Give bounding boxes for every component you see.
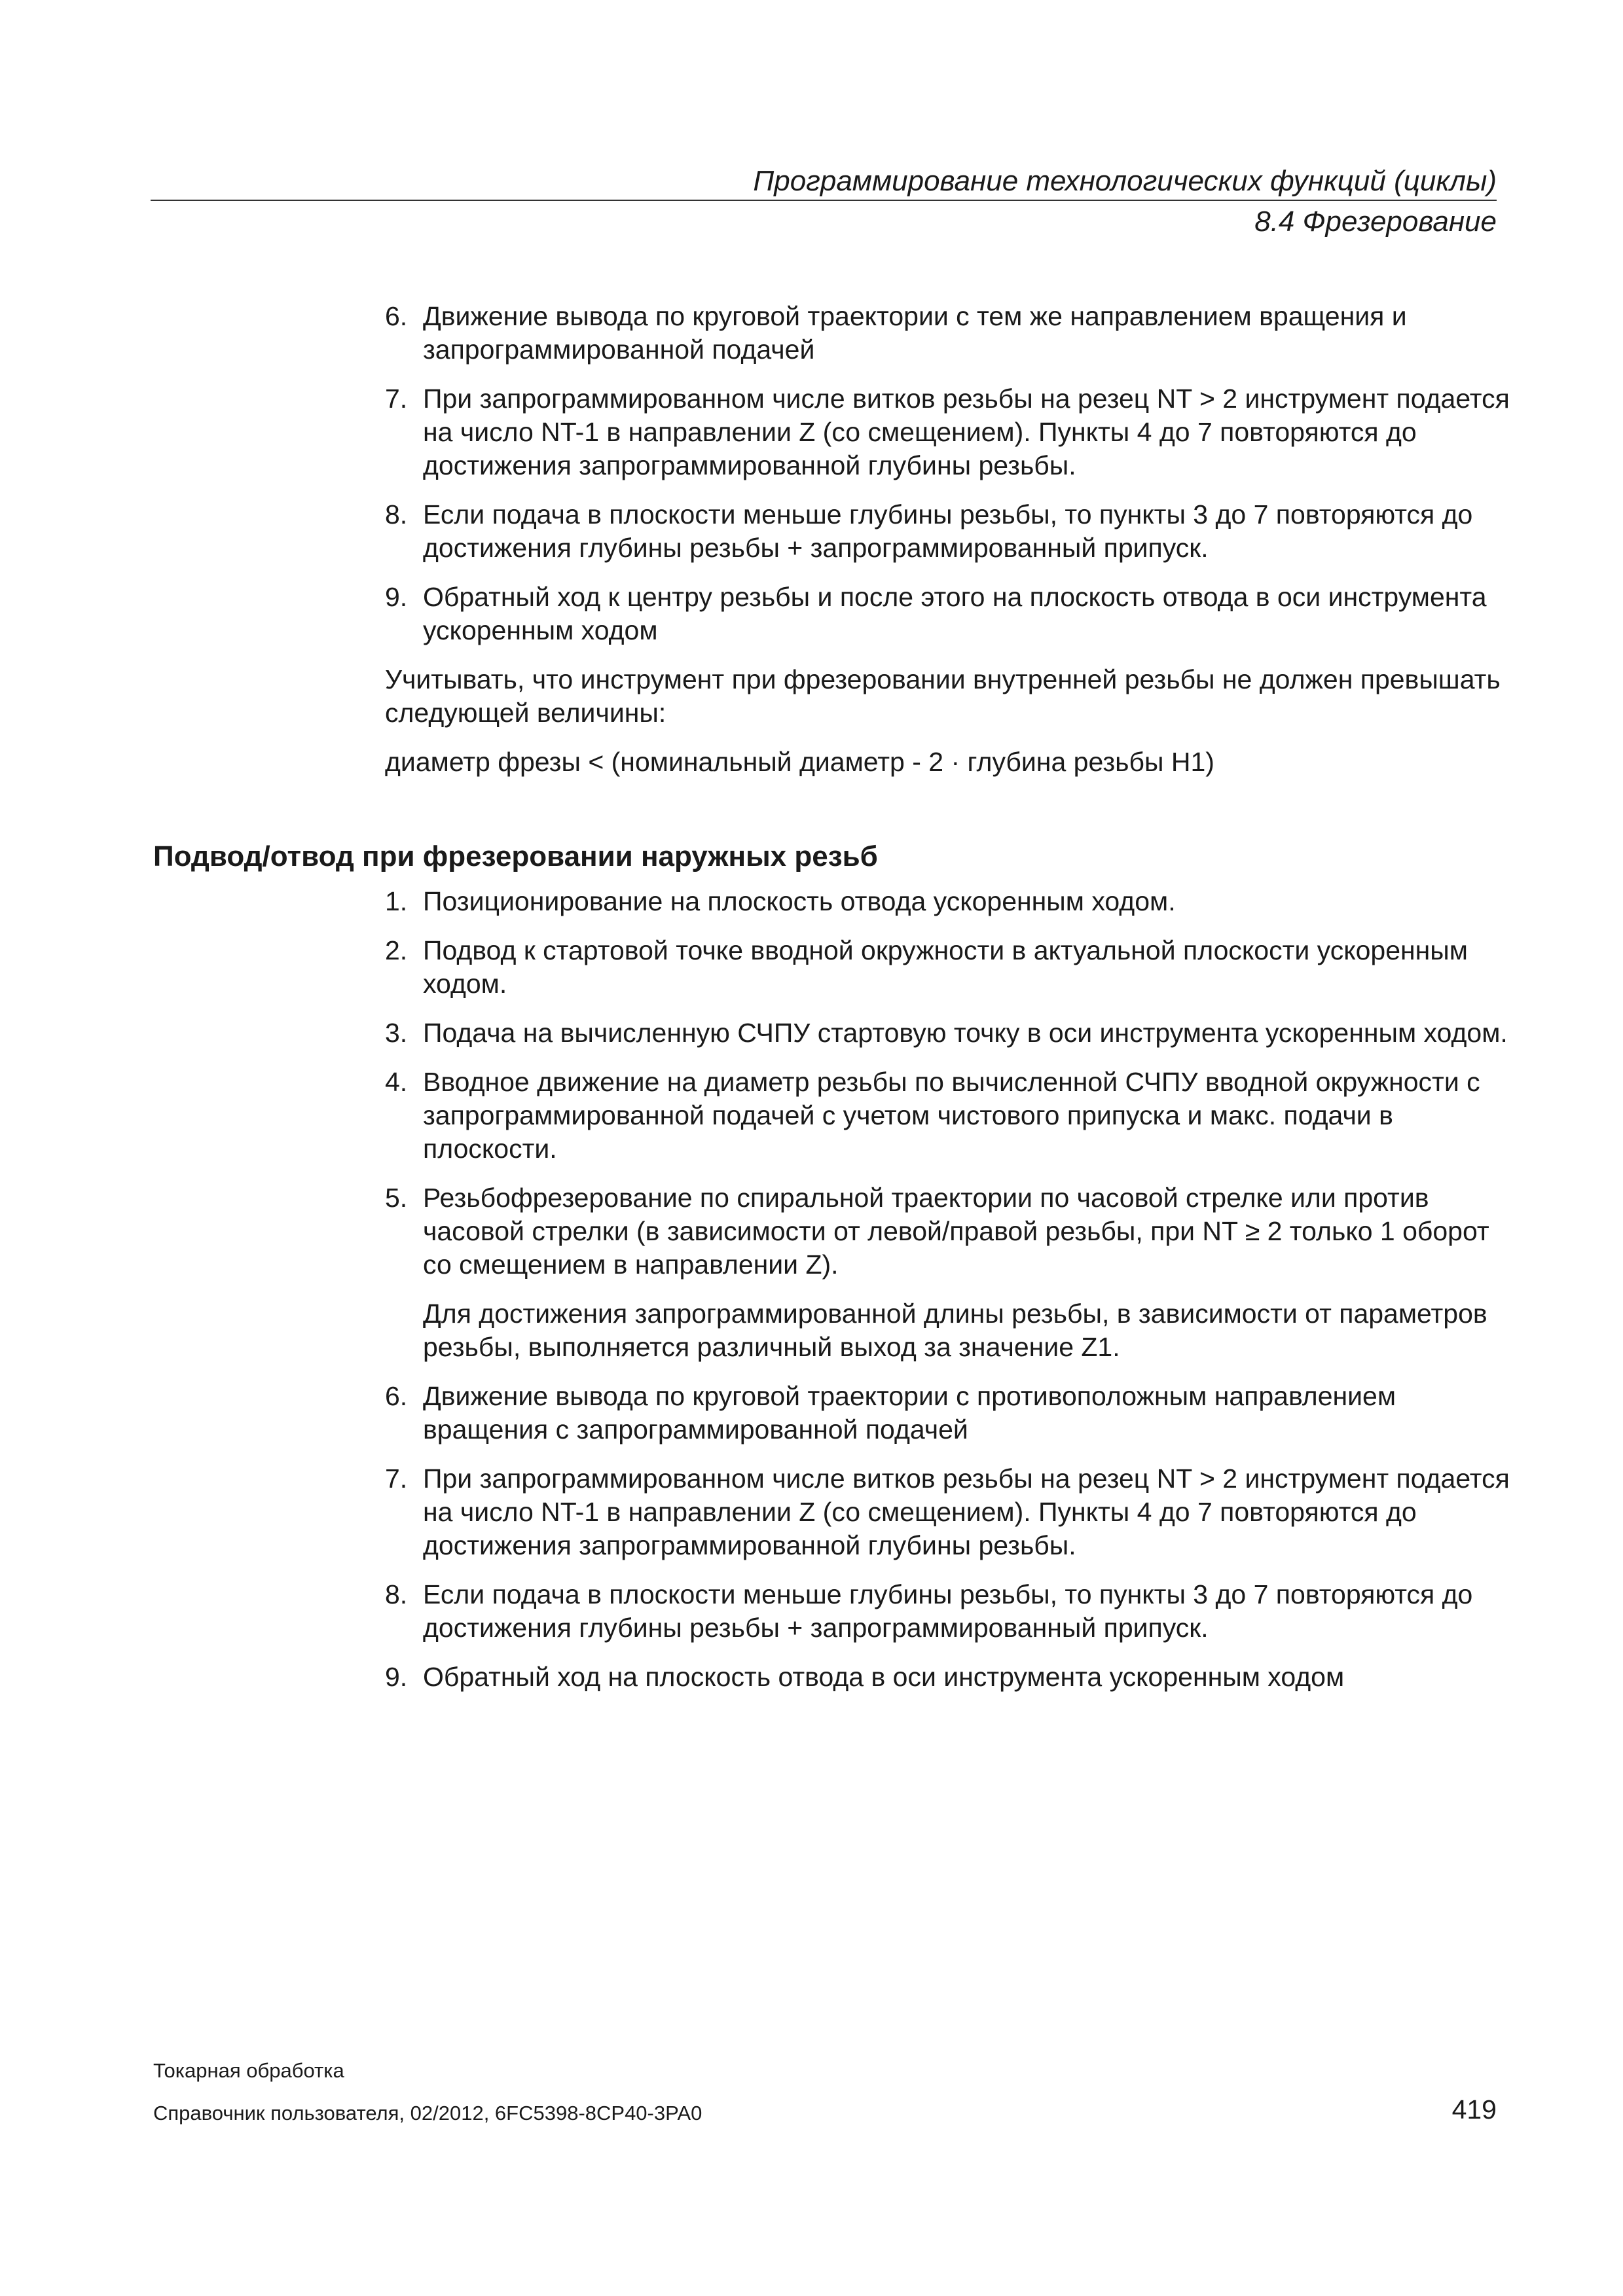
list-item: [385, 885, 1511, 918]
list-item-number: 9.: [385, 1662, 408, 1692]
list-item-number: 2.: [385, 935, 408, 965]
list-item-text: При запрограммированном числе витков резьбы на резец NT > 2 инструмент подается на число NT-1 в направлении Z (со смещением). Пункты 4 до 7 повторяются до достижения запрограммированной глубины резьбы.: [423, 1463, 1510, 1560]
list-item-text: Если подача в плоскости меньше глубины резьбы, то пункты 3 до 7 повторяются до достижения глубины резьбы + запрограммированный припуск.: [423, 1579, 1473, 1643]
list-item-number: 9.: [385, 582, 408, 612]
list-item: [385, 1380, 1511, 1446]
list-item-number: 7.: [385, 1463, 408, 1494]
page-number: 419: [1451, 2094, 1497, 2125]
list-item: [385, 498, 1511, 565]
list-item-number: 6.: [385, 1381, 408, 1411]
header-divider: [151, 200, 1497, 201]
formula-paragraph: диаметр фрезы < (номинальный диаметр - 2 · глубина резьбы H1): [385, 747, 1214, 777]
list-item: [385, 581, 1511, 647]
note-paragraph: Учитывать, что инструмент при фрезеровании внутренней резьбы не должен превышать следующей величины:: [385, 664, 1501, 728]
list-item: [385, 934, 1511, 1001]
list-item: [385, 300, 1511, 367]
list-item-text: Позиционирование на плоскость отвода ускоренным ходом.: [423, 886, 1176, 916]
list-item-text: Подача на вычисленную СЧПУ стартовую точку в оси инструмента ускоренным ходом.: [423, 1018, 1508, 1048]
list-item: [385, 1181, 1511, 1364]
internal-thread-steps-list: [385, 300, 1511, 647]
list-item-text: Вводное движение на диаметр резьбы по вычисленной СЧПУ вводной окружности с запрограммированной подачей с учетом чистового припуска и макс. подачи в плоскости.: [423, 1067, 1480, 1164]
list-item: [385, 1066, 1511, 1166]
list-item-number: 6.: [385, 301, 408, 331]
list-item-text: Если подача в плоскости меньше глубины резьбы, то пункты 3 до 7 повторяются до достижения глубины резьбы + запрограммированный припуск.: [423, 499, 1473, 563]
list-item-number: 7.: [385, 384, 408, 414]
list-item: [385, 1462, 1511, 1562]
list-item-number: 5.: [385, 1183, 408, 1213]
list-item-number: 8.: [385, 499, 408, 529]
list-item-number: 1.: [385, 886, 408, 916]
external-thread-steps-list: [385, 885, 1511, 1694]
list-item: [385, 382, 1511, 482]
list-item-subparagraph: Для достижения запрограммированной длины резьбы, в зависимости от параметров резьбы, выполняется различный выход за значение Z1.: [423, 1299, 1487, 1362]
list-item-number: 4.: [385, 1067, 408, 1097]
list-item-text: Резьбофрезерование по спиральной траектории по часовой стрелке или против часовой стрелки (в зависимости от левой/правой резьбы, при NT ≥ 2 только 1 оборот со смещением в направлении Z).: [423, 1183, 1489, 1280]
list-item-text: Обратный ход к центру резьбы и после этого на плоскость отвода в оси инструмента ускоренным ходом: [423, 582, 1487, 645]
list-item-text: Подвод к стартовой точке вводной окружности в актуальной плоскости ускоренным ходом.: [423, 935, 1468, 999]
section-heading: Подвод/отвод при фрезеровании наружных резьб: [153, 840, 878, 872]
list-item-text: При запрограммированном числе витков резьбы на резец NT > 2 инструмент подается на число NT-1 в направлении Z (со смещением). Пункты 4 до 7 повторяются до достижения запрограммированной глубины резьбы.: [423, 384, 1510, 480]
list-item-text: Движение вывода по круговой траектории с противоположным направлением вращения с запрограммированной подачей: [423, 1381, 1396, 1444]
list-item-text: Обратный ход на плоскость отвода в оси инструмента ускоренным ходом: [423, 1662, 1345, 1692]
header-chapter-title: Программирование технологических функций (циклы): [753, 165, 1497, 197]
header-section-title: 8.4 Фрезерование: [1254, 206, 1497, 238]
footer-manual-info: Справочник пользователя, 02/2012, 6FC5398-8CP40-3PA0: [153, 2102, 702, 2125]
list-item: [385, 1578, 1511, 1645]
footer-document-title: Токарная обработка: [153, 2059, 344, 2082]
list-item: [385, 1660, 1511, 1694]
list-item: [385, 1016, 1511, 1050]
list-item-number: 8.: [385, 1579, 408, 1609]
list-item-text: Движение вывода по круговой траектории с тем же направлением вращения и запрограммированной подачей: [423, 301, 1407, 365]
content-block-1: [385, 300, 1511, 795]
list-item-number: 3.: [385, 1018, 408, 1048]
content-block-2: [385, 885, 1511, 1710]
